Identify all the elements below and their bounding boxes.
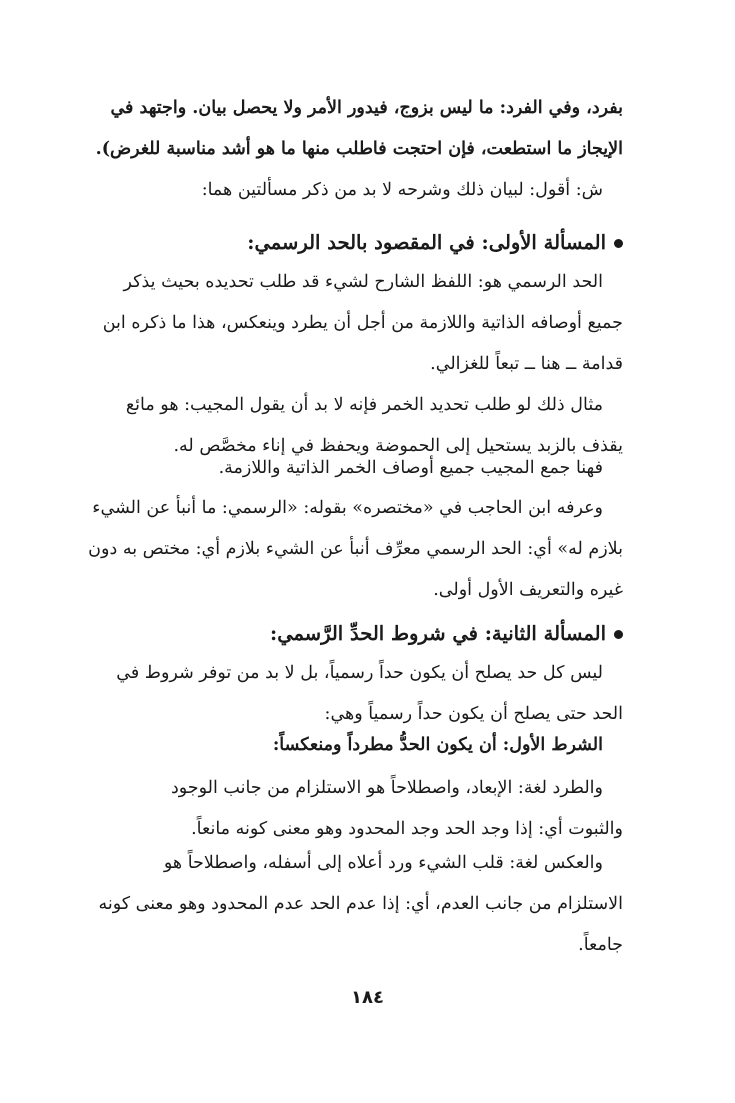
text-line: جامعاً. <box>578 935 623 955</box>
text-line: وعرفه ابن الحاجب في «مختصره» بقوله: «الرسمي: ما أنبأ عن الشيء <box>92 498 603 518</box>
condition-1-heading <box>62 725 623 766</box>
page-number: ١٨٤ <box>351 987 384 1008</box>
text-line: والطرد لغة: الإبعاد، واصطلاحاً هو الاستلزام من جانب الوجود <box>170 778 603 798</box>
text-line: ش: أقول: لبيان ذلك وشرحه لا بد من ذكر مسألتين هما: <box>201 180 603 200</box>
definition-paragraph <box>62 262 623 385</box>
aks-paragraph <box>62 843 623 966</box>
bullet-icon <box>614 239 623 248</box>
text-line: فهنا جمع المجيب جميع أوصاف الخمر الذاتية واللازمة. <box>218 458 603 478</box>
ibn-hajib-paragraph <box>62 488 623 611</box>
text-line: بلازم له» أي: الحد الرسمي معرِّف أنبأ عن الشيء بلازم أي: مختص به دون <box>88 539 623 559</box>
summary-paragraph <box>62 448 623 489</box>
text-line: جميع أوصافه الذاتية واللازمة من أجل أن يطرد وينعكس، هذا ما ذكره ابن <box>102 313 623 333</box>
text-line: الإيجاز ما استطعت، فإن احتجت فاطلب منها ما هو أشد مناسبة للغرض). <box>95 139 623 159</box>
text-line: مثال ذلك لو طلب تحديد الخمر فإنه لا بد أن يقول المجيب: هو مائع <box>125 395 603 415</box>
text-line: والعكس لغة: قلب الشيء ورد أعلاه إلى أسفله، واصطلاحاً هو <box>163 853 603 873</box>
text-line: غيره والتعريف الأول أولى. <box>433 580 623 600</box>
text-line: قدامة ــ هنا ــ تبعاً للغزالي. <box>430 354 623 374</box>
text-line: الاستلزام من جانب العدم، أي: إذا عدم الحد عدم المحدود وهو معنى كونه <box>98 894 623 914</box>
heading-text: المسألة الأولى: في المقصود بالحد الرسمي: <box>247 231 606 254</box>
text-line: الحد الرسمي هو: اللفظ الشارح لشيء قد طلب تحديده بحيث يذكر <box>123 272 603 292</box>
heading-text: المسألة الثانية: في شروط الحدِّ الرَّسمي: <box>270 622 606 645</box>
text-line: ليس كل حد يصلح أن يكون حداً رسمياً، بل لا بد من توفر شروط في <box>116 663 603 683</box>
conditions-intro-paragraph <box>62 653 623 735</box>
text-line: الشرط الأول: أن يكون الحدُّ مطرداً ومنعكساً: <box>272 735 603 755</box>
section-heading-2 <box>62 613 623 654</box>
section-heading-1 <box>62 222 623 263</box>
text-line: يقذف بالزبد يستحيل إلى الحموضة ويحفظ في إناء مخصَّص له. <box>173 436 623 456</box>
text-line: الحد حتى يصلح أن يكون حداً رسمياً وهي: <box>324 704 623 724</box>
intro-paragraph <box>62 88 623 211</box>
text-line: بفرد، وفي الفرد: ما ليس بزوج، فيدور الأمر ولا يحصل بيان. واجتهد في <box>110 98 623 118</box>
tard-paragraph <box>62 768 623 850</box>
bullet-icon <box>614 630 623 639</box>
text-line: والثبوت أي: إذا وجد الحد وجد المحدود وهو معنى كونه مانعاً. <box>191 819 623 839</box>
